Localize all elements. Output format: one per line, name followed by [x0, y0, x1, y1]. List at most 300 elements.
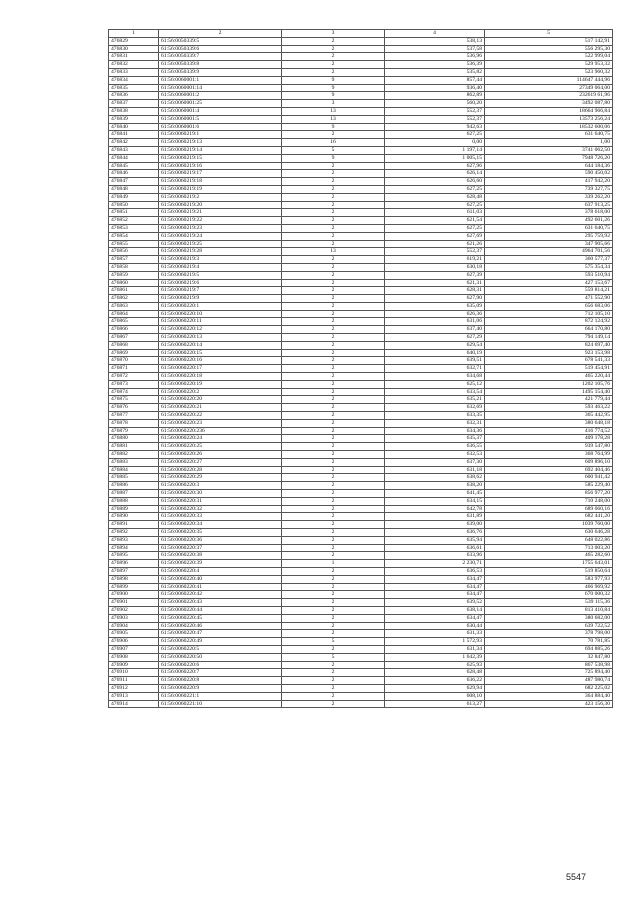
- row-number-cell: 476889: [109, 505, 159, 513]
- specific-value-cell: 635,37: [385, 435, 485, 443]
- row-number-cell: 476894: [109, 544, 159, 552]
- row-number-cell: 476905: [109, 630, 159, 638]
- cadastral-number-cell: 61:56:0060219:21: [159, 209, 282, 217]
- group-code-cell: 2: [282, 622, 385, 630]
- specific-value-cell: 630,18: [385, 263, 485, 271]
- table-row: [109, 497, 613, 505]
- table-row: [109, 419, 613, 427]
- group-code-cell: 2: [282, 451, 385, 459]
- cadastral-value-cell: 609 896,10: [485, 458, 613, 466]
- row-number-cell: 476851: [109, 209, 159, 217]
- row-number-cell: 476912: [109, 684, 159, 692]
- specific-value-cell: 626,60: [385, 178, 485, 186]
- cadastral-value-cell: 631 640,75: [485, 131, 613, 139]
- group-code-cell: 2: [282, 279, 385, 287]
- table-row: [109, 591, 613, 599]
- specific-value-cell: 627,25: [385, 131, 485, 139]
- group-code-cell: 2: [282, 380, 385, 388]
- row-number-cell: 476868: [109, 341, 159, 349]
- group-code-cell: 2: [282, 412, 385, 420]
- cadastral-value-cell: 519 850,64: [485, 567, 613, 575]
- cadastral-number-cell: 61:56:0060220:9: [159, 684, 282, 692]
- row-number-cell: 476856: [109, 248, 159, 256]
- table-row: [109, 310, 613, 318]
- table-row: [109, 248, 613, 256]
- row-number-cell: 476881: [109, 443, 159, 451]
- group-code-cell: 9: [282, 123, 385, 131]
- specific-value-cell: 628,31: [385, 287, 485, 295]
- group-code-cell: 2: [282, 645, 385, 653]
- cadastral-number-cell: 61:56:0060001:6: [159, 123, 282, 131]
- group-code-cell: 16: [282, 139, 385, 147]
- row-number-cell: 476890: [109, 513, 159, 521]
- row-number-cell: 476862: [109, 295, 159, 303]
- cadastral-value-cell: 794 149,14: [485, 334, 613, 342]
- cadastral-number-cell: 61:56:0060220:4: [159, 567, 282, 575]
- table-row: [109, 529, 613, 537]
- specific-value-cell: 631,34: [385, 645, 485, 653]
- specific-value-cell: 857,44: [385, 76, 485, 84]
- group-code-cell: 2: [282, 606, 385, 614]
- group-code-cell: 2: [282, 53, 385, 61]
- specific-value-cell: 862,89: [385, 92, 485, 100]
- table-row: [109, 349, 613, 357]
- cadastral-value-cell: 712 105,10: [485, 310, 613, 318]
- group-code-cell: 2: [282, 271, 385, 279]
- table-row: [109, 513, 613, 521]
- cadastral-number-cell: 61:56:0060220:33: [159, 513, 282, 521]
- row-number-cell: 476837: [109, 100, 159, 108]
- cadastral-value-cell: 522 999,04: [485, 53, 613, 61]
- table-row: [109, 653, 613, 661]
- specific-value-cell: 631,18: [385, 466, 485, 474]
- row-number-cell: 476873: [109, 380, 159, 388]
- group-code-cell: 2: [282, 552, 385, 560]
- row-number-cell: 476886: [109, 482, 159, 490]
- cadastral-number-cell: 61:56:0060219:19: [159, 185, 282, 193]
- row-number-cell: 476879: [109, 427, 159, 435]
- row-number-cell: 476847: [109, 178, 159, 186]
- specific-value-cell: 1 572,93: [385, 638, 485, 646]
- table-row: [109, 505, 613, 513]
- cadastral-value-cell: 689 060,16: [485, 505, 613, 513]
- cadastral-value-cell: 421 779,44: [485, 396, 613, 404]
- cadastral-value-cell: 18664 966,84: [485, 107, 613, 115]
- specific-value-cell: 634,36: [385, 427, 485, 435]
- cadastral-value-cell: 365 442,95: [485, 412, 613, 420]
- group-code-cell: 2: [282, 427, 385, 435]
- cadastral-value-cell: 692 404,46: [485, 466, 613, 474]
- table-row: [109, 295, 613, 303]
- cadastral-number-cell: 61:56:0060220:8: [159, 677, 282, 685]
- cadastral-number-cell: 61:56:0060220:19: [159, 380, 282, 388]
- table-row: [109, 131, 613, 139]
- cadastral-value-cell: 3741 062,50: [485, 146, 613, 154]
- table-row: [109, 380, 613, 388]
- cadastral-value-cell: 670 000,32: [485, 591, 613, 599]
- group-code-cell: 2: [282, 567, 385, 575]
- table-row: [109, 396, 613, 404]
- group-code-cell: 2: [282, 474, 385, 482]
- specific-value-cell: 537,58: [385, 45, 485, 53]
- specific-value-cell: 538,13: [385, 37, 485, 45]
- group-code-cell: 2: [282, 614, 385, 622]
- group-code-cell: 2: [282, 404, 385, 412]
- row-number-cell: 476831: [109, 53, 159, 61]
- cadastral-number-cell: 61:56:0060220:34: [159, 521, 282, 529]
- cadastral-number-cell: 61:56:0060220:38: [159, 552, 282, 560]
- group-code-cell: 2: [282, 326, 385, 334]
- table-row: [109, 638, 613, 646]
- cadastral-number-cell: 61:56:0060220:29: [159, 474, 282, 482]
- row-number-cell: 476906: [109, 638, 159, 646]
- group-code-cell: 2: [282, 677, 385, 685]
- group-code-cell: 9: [282, 76, 385, 84]
- cadastral-number-cell: 61:56:0050339:8: [159, 61, 282, 69]
- row-number-cell: 476900: [109, 591, 159, 599]
- row-number-cell: 476876: [109, 404, 159, 412]
- table-row: [109, 552, 613, 560]
- group-code-cell: 2: [282, 513, 385, 521]
- specific-value-cell: 636,22: [385, 677, 485, 685]
- group-code-cell: 2: [282, 365, 385, 373]
- cadastral-value-cell: 725 894,40: [485, 669, 613, 677]
- column-header-row: [109, 30, 613, 38]
- cadastral-number-cell: 61:56:0060219:28: [159, 248, 282, 256]
- cadastral-number-cell: 61:56:0060220:44: [159, 606, 282, 614]
- table-row: [109, 123, 613, 131]
- specific-value-cell: 633,54: [385, 388, 485, 396]
- cadastral-value-cell: 27349 064,00: [485, 84, 613, 92]
- group-code-cell: 2: [282, 536, 385, 544]
- table-row: [109, 185, 613, 193]
- cadastral-number-cell: 61:56:0060219:25: [159, 240, 282, 248]
- cadastral-number-cell: 61:56:0060220:15: [159, 349, 282, 357]
- specific-value-cell: 640,19: [385, 349, 485, 357]
- specific-value-cell: 639,51: [385, 357, 485, 365]
- cadastral-value-cell: 7948 726,20: [485, 154, 613, 162]
- group-code-cell: 2: [282, 68, 385, 76]
- specific-value-cell: 634,15: [385, 497, 485, 505]
- table-row: [109, 201, 613, 209]
- group-code-cell: 2: [282, 373, 385, 381]
- group-code-cell: 2: [282, 599, 385, 607]
- cadastral-value-cell: 368 764,99: [485, 451, 613, 459]
- group-code-cell: 2: [282, 458, 385, 466]
- table-row: [109, 279, 613, 287]
- group-code-cell: 2: [282, 505, 385, 513]
- group-code-cell: 2: [282, 684, 385, 692]
- cadastral-value-cell: 631 640,75: [485, 224, 613, 232]
- cadastral-value-cell: 465 282,60: [485, 552, 613, 560]
- specific-value-cell: 627,69: [385, 232, 485, 240]
- table-row: [109, 474, 613, 482]
- specific-value-cell: 641,45: [385, 490, 485, 498]
- group-code-cell: 9: [282, 154, 385, 162]
- cadastral-value-cell: 637 913,25: [485, 201, 613, 209]
- table-row: [109, 427, 613, 435]
- cadastral-value-cell: 364 884,40: [485, 692, 613, 700]
- group-code-cell: 2: [282, 583, 385, 591]
- table-row: [109, 326, 613, 334]
- table-row: [109, 567, 613, 575]
- cadastral-value-cell: 713 003,20: [485, 544, 613, 552]
- cadastral-value-cell: 523 960,32: [485, 68, 613, 76]
- cadastral-number-cell: 61:56:0060219:7: [159, 287, 282, 295]
- column-header-5: 5: [485, 30, 613, 38]
- row-number-cell: 476864: [109, 310, 159, 318]
- cadastral-number-cell: 61:56:0060220:21: [159, 404, 282, 412]
- specific-value-cell: 0,00: [385, 139, 485, 147]
- cadastral-number-cell: 61:56:0060220:7: [159, 669, 282, 677]
- table-row: [109, 271, 613, 279]
- row-number-cell: 476855: [109, 240, 159, 248]
- specific-value-cell: 627,96: [385, 162, 485, 170]
- cadastral-number-cell: 61:56:0060219:16: [159, 162, 282, 170]
- table-row: [109, 622, 613, 630]
- cadastral-number-cell: 61:56:0060220:43: [159, 599, 282, 607]
- table-row: [109, 692, 613, 700]
- specific-value-cell: 631,33: [385, 630, 485, 638]
- column-header-3: 3: [282, 30, 385, 38]
- cadastral-value-cell: 644 184,36: [485, 162, 613, 170]
- row-number-cell: 476869: [109, 349, 159, 357]
- group-code-cell: 2: [282, 443, 385, 451]
- row-number-cell: 476850: [109, 201, 159, 209]
- cadastral-number-cell: 61:56:0060219:4: [159, 263, 282, 271]
- specific-value-cell: 608,10: [385, 692, 485, 700]
- table-row: [109, 388, 613, 396]
- cadastral-number-cell: 61:56:0060220:28: [159, 466, 282, 474]
- table-row: [109, 458, 613, 466]
- table-row: [109, 575, 613, 583]
- row-number-cell: 476904: [109, 622, 159, 630]
- cadastral-value-cell: 923 153,98: [485, 349, 613, 357]
- group-code-cell: 2: [282, 263, 385, 271]
- group-code-cell: 2: [282, 521, 385, 529]
- cadastral-value-cell: 409 178,28: [485, 435, 613, 443]
- specific-value-cell: 627,90: [385, 295, 485, 303]
- group-code-cell: 2: [282, 131, 385, 139]
- specific-value-cell: 631,06: [385, 318, 485, 326]
- specific-value-cell: 639,00: [385, 521, 485, 529]
- group-code-cell: 2: [282, 466, 385, 474]
- group-code-cell: 13: [282, 115, 385, 123]
- cadastral-value-cell: 590 450,02: [485, 170, 613, 178]
- group-code-cell: 2: [282, 497, 385, 505]
- group-code-cell: 2: [282, 334, 385, 342]
- cadastral-number-cell: 61:56:0060220:32: [159, 505, 282, 513]
- cadastral-value-cell: 824 697,40: [485, 341, 613, 349]
- specific-value-cell: 637,40: [385, 326, 485, 334]
- row-number-cell: 476892: [109, 529, 159, 537]
- group-code-cell: 2: [282, 170, 385, 178]
- row-number-cell: 476893: [109, 536, 159, 544]
- table-row: [109, 677, 613, 685]
- cadastral-value-cell: 4964 701,56: [485, 248, 613, 256]
- row-number-cell: 476897: [109, 567, 159, 575]
- cadastral-number-cell: 61:56:0060220:30: [159, 490, 282, 498]
- group-code-cell: 2: [282, 209, 385, 217]
- group-code-cell: 2: [282, 419, 385, 427]
- table-row: [109, 544, 613, 552]
- group-code-cell: 9: [282, 92, 385, 100]
- table-row: [109, 412, 613, 420]
- cadastral-number-cell: 61:56:0060220:13: [159, 334, 282, 342]
- cadastral-value-cell: 1039 760,00: [485, 521, 613, 529]
- table-row: [109, 256, 613, 264]
- cadastral-number-cell: 61:56:0060001:2: [159, 92, 282, 100]
- cadastral-number-cell: 61:56:0060001:4: [159, 107, 282, 115]
- group-code-cell: 2: [282, 630, 385, 638]
- cadastral-number-cell: 61:56:0060221:10: [159, 700, 282, 708]
- group-code-cell: 2: [282, 661, 385, 669]
- row-number-cell: 476913: [109, 692, 159, 700]
- cadastral-value-cell: 813 410,84: [485, 606, 613, 614]
- specific-value-cell: 936,40: [385, 84, 485, 92]
- row-number-cell: 476884: [109, 466, 159, 474]
- cadastral-value-cell: 3492 087,80: [485, 100, 613, 108]
- row-number-cell: 476877: [109, 412, 159, 420]
- row-number-cell: 476874: [109, 388, 159, 396]
- cadastral-number-cell: 61:56:0060220:27: [159, 458, 282, 466]
- row-number-cell: 476857: [109, 256, 159, 264]
- specific-value-cell: 638,20: [385, 482, 485, 490]
- group-code-cell: 5: [282, 146, 385, 154]
- table-row: [109, 357, 613, 365]
- specific-value-cell: 626,14: [385, 170, 485, 178]
- row-number-cell: 476888: [109, 497, 159, 505]
- cadastral-value-cell: 487 980,74: [485, 677, 613, 685]
- specific-value-cell: 627,29: [385, 334, 485, 342]
- cadastral-number-cell: 61:56:0060220:1: [159, 302, 282, 310]
- cadastral-value-cell: 70 781,85: [485, 638, 613, 646]
- cadastral-value-cell: 378 798,00: [485, 630, 613, 638]
- cadastral-number-cell: 61:56:0060219:6: [159, 279, 282, 287]
- table-body: [109, 37, 613, 708]
- row-number-cell: 476835: [109, 84, 159, 92]
- cadastral-value-cell: 32 847,80: [485, 653, 613, 661]
- cadastral-number-cell: 61:56:0060219:15: [159, 154, 282, 162]
- cadastral-value-cell: 18532 600,06: [485, 123, 613, 131]
- row-number-cell: 476863: [109, 302, 159, 310]
- specific-value-cell: 634,68: [385, 373, 485, 381]
- specific-value-cell: 634,47: [385, 591, 485, 599]
- table-row: [109, 178, 613, 186]
- specific-value-cell: 535,82: [385, 68, 485, 76]
- table-row: [109, 162, 613, 170]
- group-code-cell: 13: [282, 107, 385, 115]
- cadastral-number-cell: 61:56:0060220:11: [159, 318, 282, 326]
- row-number-cell: 476844: [109, 154, 159, 162]
- specific-value-cell: 625,12: [385, 380, 485, 388]
- row-number-cell: 476899: [109, 583, 159, 591]
- cadastral-value-cell: 232619 61,96: [485, 92, 613, 100]
- row-number-cell: 476845: [109, 162, 159, 170]
- cadastral-value-cell: 339 262,20: [485, 193, 613, 201]
- cadastral-value-cell: 872 124,92: [485, 318, 613, 326]
- table-row: [109, 68, 613, 76]
- cadastral-number-cell: 61:56:0060220:26: [159, 451, 282, 459]
- specific-value-cell: 560,20: [385, 100, 485, 108]
- specific-value-cell: 552,37: [385, 248, 485, 256]
- row-number-cell: 476838: [109, 107, 159, 115]
- table-row: [109, 443, 613, 451]
- table-row: [109, 318, 613, 326]
- group-code-cell: 2: [282, 341, 385, 349]
- table-row: [109, 232, 613, 240]
- row-number-cell: 476885: [109, 474, 159, 482]
- cadastral-value-cell: 575 354,34: [485, 263, 613, 271]
- cadastral-value-cell: 1755 643,01: [485, 560, 613, 568]
- specific-value-cell: 628,48: [385, 193, 485, 201]
- table-row: [109, 365, 613, 373]
- cadastral-value-cell: 664 170,80: [485, 326, 613, 334]
- cadastral-value-cell: 417 942,20: [485, 178, 613, 186]
- cadastral-value-cell: 593 510,94: [485, 271, 613, 279]
- specific-value-cell: 636,61: [385, 544, 485, 552]
- group-code-cell: 2: [282, 490, 385, 498]
- cadastral-number-cell: 61:56:0060219:9: [159, 295, 282, 303]
- cadastral-number-cell: 61:56:0060220:41: [159, 583, 282, 591]
- specific-value-cell: 627,25: [385, 224, 485, 232]
- table-row: [109, 115, 613, 123]
- specific-value-cell: 552,37: [385, 115, 485, 123]
- group-code-cell: 5: [282, 653, 385, 661]
- table-row: [109, 61, 613, 69]
- cadastral-value-cell: 466 969,92: [485, 583, 613, 591]
- group-code-cell: 2: [282, 178, 385, 186]
- specific-value-cell: 632,53: [385, 451, 485, 459]
- cadastral-number-cell: 61:56:0060220:2: [159, 388, 282, 396]
- cadastral-number-cell: 61:56:0060219:17: [159, 170, 282, 178]
- cadastral-value-cell: 656 683,06: [485, 302, 613, 310]
- column-header-1: 1: [109, 30, 159, 38]
- table-row: [109, 217, 613, 225]
- cadastral-value-cell: 856 977,20: [485, 490, 613, 498]
- row-number-cell: 476852: [109, 217, 159, 225]
- cadastral-number-cell: 61:56:0060001:5: [159, 115, 282, 123]
- table-row: [109, 490, 613, 498]
- group-code-cell: 2: [282, 193, 385, 201]
- specific-value-cell: 632,69: [385, 404, 485, 412]
- cadastral-value-cell: 630 646,28: [485, 529, 613, 537]
- cadastral-number-cell: 61:56:0060220:31: [159, 497, 282, 505]
- row-number-cell: 476841: [109, 131, 159, 139]
- row-number-cell: 476883: [109, 458, 159, 466]
- specific-value-cell: 942,63: [385, 123, 485, 131]
- group-code-cell: 2: [282, 287, 385, 295]
- cadastral-value-table: [108, 29, 613, 708]
- table-row: [109, 45, 613, 53]
- row-number-cell: 476911: [109, 677, 159, 685]
- cadastral-number-cell: 61:56:0060220:37: [159, 544, 282, 552]
- row-number-cell: 476848: [109, 185, 159, 193]
- cadastral-number-cell: 61:56:0060219:20: [159, 201, 282, 209]
- row-number-cell: 476853: [109, 224, 159, 232]
- cadastral-number-cell: 61:56:0060220:5: [159, 645, 282, 653]
- cadastral-number-cell: 61:56:0050339:5: [159, 37, 282, 45]
- row-number-cell: 476903: [109, 614, 159, 622]
- row-number-cell: 476834: [109, 76, 159, 84]
- row-number-cell: 476859: [109, 271, 159, 279]
- cadastral-number-cell: 61:56:0050339:9: [159, 68, 282, 76]
- cadastral-value-cell: 13573 256,24: [485, 115, 613, 123]
- cadastral-value-cell: 710 248,00: [485, 497, 613, 505]
- cadastral-value-cell: 380 648,18: [485, 419, 613, 427]
- cadastral-value-cell: 378 618,00: [485, 209, 613, 217]
- specific-value-cell: 635,09: [385, 302, 485, 310]
